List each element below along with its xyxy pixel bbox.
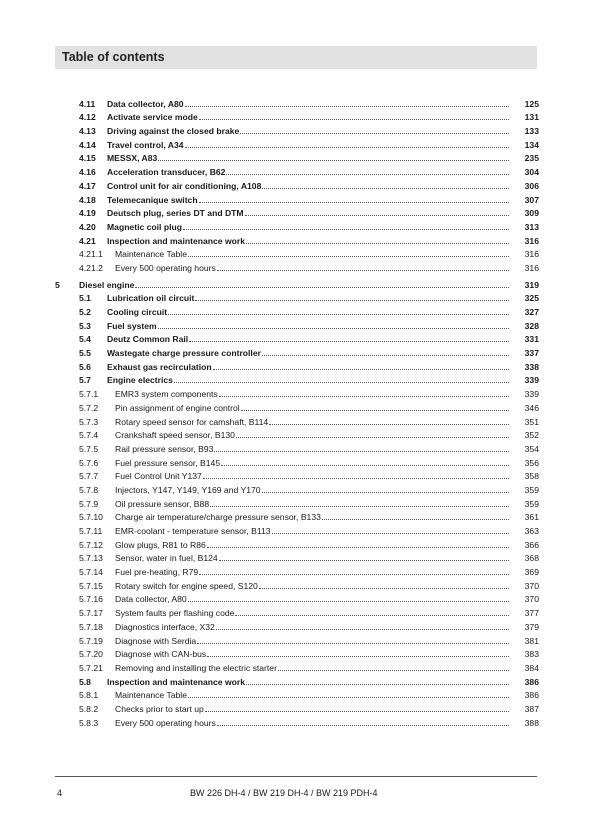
toc-entry-page: 316: [524, 235, 539, 246]
toc-entry[interactable]: [55, 481, 539, 495]
toc-dot-leader: [195, 300, 509, 301]
toc-entry-number: 4.12: [79, 112, 96, 123]
toc-dot-leader: [188, 697, 509, 698]
toc-dot-leader: [207, 547, 509, 548]
toc-entry-label: Every 500 operating hours: [115, 262, 216, 273]
toc-entry-page: 359: [524, 498, 539, 509]
toc-entry-number: 4.11: [79, 98, 96, 109]
toc-dot-leader: [158, 160, 509, 161]
toc-entry-label: Travel control, A34: [107, 139, 184, 150]
toc-entry-page: 131: [524, 112, 539, 123]
toc-dot-leader: [259, 588, 509, 589]
toc-dot-leader: [207, 656, 509, 657]
toc-entry-page: 235: [524, 153, 539, 164]
toc-entry-number: 5.8.1: [79, 690, 99, 701]
toc-dot-leader: [210, 506, 509, 507]
toc-entry-label: Engine electrics: [107, 375, 173, 386]
toc-entry-page: 316: [524, 262, 539, 273]
toc-entry-number: 5.7.4: [79, 430, 99, 441]
toc-entry[interactable]: [55, 495, 539, 509]
toc-entry[interactable]: [55, 659, 539, 673]
toc-entry-page: 339: [524, 375, 539, 386]
toc-entry-label: Driving against the closed brake: [107, 126, 240, 137]
toc-entry-label: Oil pressure sensor, B88: [115, 498, 210, 509]
toc-entry-label: Diagnose with Serdia: [115, 635, 197, 646]
toc-entry[interactable]: [55, 632, 539, 646]
toc-dot-leader: [246, 684, 509, 685]
toc-entry-number: 5.7.21: [79, 662, 103, 673]
toc-entry[interactable]: [55, 191, 539, 205]
toc-dot-leader: [216, 629, 509, 630]
toc-entry-number: 5.7.17: [79, 608, 103, 619]
toc-entry[interactable]: [55, 303, 539, 317]
toc-entry-page: 306: [524, 180, 539, 191]
toc-dot-leader: [217, 725, 509, 726]
toc-entry[interactable]: [55, 673, 539, 687]
toc-entry-label: Diagnostics interface, X32: [115, 621, 215, 632]
toc-entry[interactable]: [55, 714, 539, 728]
toc-dot-leader: [221, 465, 509, 466]
toc-entry-label: Maintenance Table: [115, 690, 187, 701]
toc-entry-page: 339: [524, 389, 539, 400]
toc-dot-leader: [189, 341, 509, 342]
toc-entry[interactable]: [55, 246, 539, 260]
toc-entry-label: Rotary switch for engine speed, S120: [115, 580, 258, 591]
footer-divider: [55, 776, 537, 777]
toc-entry-label: Every 500 operating hours: [115, 717, 216, 728]
toc-entry-page: 354: [524, 443, 539, 454]
toc-entry-number: 4.20: [79, 221, 96, 232]
toc-entry-number: 5.2: [79, 307, 91, 317]
toc-entry-page: 368: [524, 553, 539, 564]
toc-entry-label: Acceleration transducer, B62: [107, 167, 226, 178]
toc-entry-number: 5.7.16: [79, 594, 103, 605]
toc-entry-page: 366: [524, 539, 539, 550]
toc-entry-number: 5.7.7: [79, 471, 99, 482]
toc-entry-number: 5: [55, 279, 60, 290]
toc-entry-label: Maintenance Table: [115, 249, 187, 260]
toc-entry-label: Sensor, water in fuel, B124: [115, 553, 218, 564]
toc-dot-leader: [262, 355, 509, 356]
toc-dot-leader: [158, 328, 509, 329]
toc-entry-page: 309: [524, 208, 539, 219]
toc-entry-page: 379: [524, 621, 539, 632]
toc-entry[interactable]: [55, 317, 539, 331]
toc-entry-label: Fuel pre-heating, R79: [115, 567, 199, 578]
toc-entry[interactable]: [55, 700, 539, 714]
toc-entry-number: 4.13: [79, 126, 96, 137]
toc-entry-page: 381: [524, 635, 539, 646]
toc-entry-number: 5.7.12: [79, 539, 103, 550]
toc-dot-leader: [262, 492, 509, 493]
toc-entry-number: 5.8.2: [79, 703, 99, 714]
toc-entry[interactable]: [55, 331, 539, 345]
toc-dot-leader: [199, 202, 509, 203]
toc-entry-label: Fuel system: [107, 320, 157, 331]
toc-entry-label: MESSX, A83: [107, 153, 158, 164]
toc-entry[interactable]: [55, 205, 539, 219]
toc-entry-label: Telemecanique switch: [107, 194, 198, 205]
toc-entry[interactable]: [55, 618, 539, 632]
toc-entry-number: 5.7.18: [79, 621, 103, 632]
toc-entry-label: Pin assignment of engine control: [115, 402, 240, 413]
toc-entry-page: 377: [524, 608, 539, 619]
toc-entry-page: 356: [524, 457, 539, 468]
toc-entry[interactable]: [55, 509, 539, 523]
toc-entry-page: 313: [524, 221, 539, 232]
toc-entry-label: Fuel pressure sensor, B145: [115, 457, 221, 468]
toc-entry[interactable]: [55, 136, 539, 150]
footer-model-name: BW 226 DH-4 / BW 219 DH-4 / BW 219 PDH-4: [190, 788, 378, 798]
toc-entry-number: 5.7.15: [79, 580, 103, 591]
toc-entry-number: 4.14: [79, 139, 96, 150]
toc-entry[interactable]: [55, 646, 539, 660]
toc-entry-label: Wastegate charge pressure controller: [107, 348, 261, 359]
toc-dot-leader: [199, 574, 509, 575]
toc-entry-page: 346: [524, 402, 539, 413]
toc-entry[interactable]: [55, 109, 539, 123]
toc-entry-number: 5.7.10: [79, 512, 103, 523]
toc-dot-leader: [272, 533, 509, 534]
toc-entry-page: 363: [524, 526, 539, 536]
toc-entry[interactable]: [55, 344, 539, 358]
toc-entry-label: Data collector, A80: [107, 98, 184, 109]
toc-dot-leader: [262, 188, 509, 189]
toc-entry-page: 331: [524, 334, 539, 345]
toc-entry-page: 388: [524, 717, 539, 728]
toc-entry-label: Lubrication oil circuit: [107, 293, 195, 304]
toc-dot-leader: [135, 287, 509, 288]
toc-entry-number: 4.16: [79, 167, 96, 178]
page-title: Table of contents: [62, 50, 165, 64]
toc-entry[interactable]: [55, 163, 539, 177]
toc-entry-page: 370: [524, 580, 539, 591]
toc-entry-label: Charge air temperature/charge pressure sensor, B133: [115, 512, 321, 523]
toc-dot-leader: [269, 424, 509, 425]
toc-entry[interactable]: [55, 454, 539, 468]
toc-entry-label: Diagnose with CAN-bus: [115, 649, 207, 660]
toc-entry-label: Deutsch plug, series DT and DTM: [107, 208, 244, 219]
footer-page-number: 4: [57, 788, 63, 798]
toc-dot-leader: [241, 410, 509, 411]
toc-entry[interactable]: [55, 687, 539, 701]
toc-entry-number: 5.7.1: [79, 389, 99, 400]
toc-entry[interactable]: [55, 259, 539, 273]
toc-entry[interactable]: [55, 563, 539, 577]
toc-dot-leader: [183, 229, 509, 230]
toc-entry[interactable]: [55, 150, 539, 164]
toc-entry[interactable]: [55, 399, 539, 413]
toc-entry[interactable]: [55, 358, 539, 372]
toc-entry[interactable]: [55, 177, 539, 191]
toc-dot-leader: [205, 711, 509, 712]
toc-entry-page: 307: [524, 194, 539, 205]
toc-entry-label: Deutz Common Rail: [107, 334, 189, 345]
toc-entry-number: 5.7.11: [79, 526, 103, 536]
toc-dot-leader: [168, 314, 509, 315]
toc-dot-leader: [185, 147, 509, 148]
toc-entry-number: 5.7: [79, 375, 91, 386]
toc-entry[interactable]: [55, 290, 539, 304]
toc-entry[interactable]: [55, 440, 539, 454]
toc-entry-number: 5.7.3: [79, 416, 99, 427]
toc-entry-label: Inspection and maintenance work: [107, 235, 246, 246]
toc-dot-leader: [240, 133, 509, 134]
toc-entry-label: Activate service mode: [107, 112, 198, 123]
toc-entry[interactable]: [55, 372, 539, 386]
toc-entry-label: System faults per flashing code: [115, 608, 235, 619]
toc-dot-leader: [188, 256, 509, 257]
toc-entry[interactable]: [55, 427, 539, 441]
toc-entry-label: Cooling circuit: [107, 307, 168, 317]
toc-entry-page: 359: [524, 484, 539, 495]
toc-entry[interactable]: [55, 122, 539, 136]
toc-dot-leader: [219, 396, 509, 397]
toc-entry[interactable]: [55, 385, 539, 399]
toc-entry[interactable]: [55, 591, 539, 605]
toc-entry-label: Fuel Control Unit Y137: [115, 471, 202, 482]
toc-entry-number: 5.5: [79, 348, 91, 359]
toc-entry-number: 4.15: [79, 153, 96, 164]
toc-entry-page: 125: [524, 98, 539, 109]
table-of-contents: [55, 95, 539, 728]
toc-entry-page: 338: [524, 361, 539, 372]
toc-dot-leader: [185, 106, 509, 107]
toc-dot-leader: [217, 270, 509, 271]
toc-dot-leader: [245, 215, 509, 216]
toc-entry-page: 134: [524, 139, 539, 150]
toc-entry-number: 5.7.14: [79, 567, 103, 578]
toc-entry-number: 5.7.19: [79, 635, 103, 646]
toc-dot-leader: [219, 560, 509, 561]
toc-entry-page: 387: [524, 703, 539, 714]
toc-entry-number: 5.7.9: [79, 498, 99, 509]
toc-entry-label: Injectors, Y147, Y149, Y169 and Y170: [115, 484, 261, 495]
toc-entry-number: 4.17: [79, 180, 96, 191]
toc-entry[interactable]: [55, 276, 539, 290]
toc-entry[interactable]: [55, 604, 539, 618]
toc-entry-label: Glow plugs, R81 to R86: [115, 539, 206, 550]
toc-entry-page: 327: [524, 307, 539, 317]
toc-entry-page: 328: [524, 320, 539, 331]
toc-dot-leader: [174, 382, 509, 383]
toc-entry[interactable]: [55, 95, 539, 109]
toc-entry-label: Crankshaft speed sensor, B130: [115, 430, 235, 441]
toc-entry[interactable]: [55, 550, 539, 564]
toc-entry-number: 5.7.2: [79, 402, 99, 413]
toc-entry-number: 5.8: [79, 676, 91, 687]
toc-entry-number: 5.7.5: [79, 443, 99, 454]
toc-entry[interactable]: [55, 522, 539, 536]
toc-entry[interactable]: [55, 536, 539, 550]
toc-dot-leader: [188, 601, 509, 602]
toc-entry-page: 369: [524, 567, 539, 578]
toc-entry-page: 325: [524, 293, 539, 304]
toc-dot-leader: [214, 451, 509, 452]
toc-entry-number: 5.6: [79, 361, 91, 372]
toc-entry-number: 5.7.13: [79, 553, 103, 564]
toc-entry-page: 133: [524, 126, 539, 137]
toc-dot-leader: [322, 519, 509, 520]
toc-entry-page: 386: [524, 690, 539, 701]
toc-entry-page: 361: [524, 512, 539, 523]
toc-entry-number: 4.21: [79, 235, 96, 246]
toc-entry-page: 358: [524, 471, 539, 482]
toc-entry-page: 316: [524, 249, 539, 260]
toc-entry-label: Magnetic coil plug: [107, 221, 182, 232]
toc-entry-label: EMR3 system components: [115, 389, 218, 400]
toc-entry-page: 384: [524, 662, 539, 673]
toc-dot-leader: [235, 615, 509, 616]
toc-entry-page: 370: [524, 594, 539, 605]
toc-entry-label: Removing and installing the electric starter: [115, 662, 277, 673]
toc-entry-number: 5.7.6: [79, 457, 99, 468]
section-header-bar: [55, 46, 537, 69]
toc-entry[interactable]: [55, 218, 539, 232]
toc-entry-number: 5.3: [79, 320, 91, 331]
toc-entry[interactable]: [55, 577, 539, 591]
toc-entry-page: 351: [524, 416, 539, 427]
toc-entry-label: Control unit for air conditioning, A108: [107, 180, 262, 191]
toc-dot-leader: [213, 369, 509, 370]
toc-dot-leader: [278, 670, 509, 671]
toc-entry-number: 5.7.8: [79, 484, 99, 495]
toc-entry-number: 4.18: [79, 194, 96, 205]
toc-entry-label: Checks prior to start up: [115, 703, 204, 714]
toc-dot-leader: [203, 478, 509, 479]
toc-entry-page: 383: [524, 649, 539, 660]
toc-dot-leader: [246, 243, 509, 244]
toc-entry-number: 5.1: [79, 293, 91, 304]
toc-entry-page: 386: [524, 676, 539, 687]
toc-entry[interactable]: [55, 232, 539, 246]
toc-entry-page: 337: [524, 348, 539, 359]
toc-entry-number: 4.21.2: [79, 262, 103, 273]
toc-dot-leader: [226, 174, 509, 175]
toc-dot-leader: [236, 437, 509, 438]
toc-entry-number: 4.21.1: [79, 249, 103, 260]
toc-entry-number: 5.4: [79, 334, 91, 345]
toc-entry-label: Diesel engine: [79, 279, 135, 290]
toc-entry-label: EMR-coolant - temperature sensor, B113: [115, 526, 271, 536]
toc-dot-leader: [199, 119, 509, 120]
toc-entry-page: 319: [524, 279, 539, 290]
toc-dot-leader: [197, 643, 509, 644]
toc-entry-label: Exhaust gas recirculation: [107, 361, 212, 372]
toc-entry[interactable]: [55, 468, 539, 482]
toc-entry[interactable]: [55, 413, 539, 427]
toc-entry-number: 5.7.20: [79, 649, 103, 660]
toc-entry-number: 5.8.3: [79, 717, 99, 728]
toc-entry-label: Rotary speed sensor for camshaft, B114: [115, 416, 269, 427]
toc-entry-page: 352: [524, 430, 539, 441]
toc-entry-number: 4.19: [79, 208, 96, 219]
toc-entry-page: 304: [524, 167, 539, 178]
toc-entry-label: Rail pressure sensor, B93: [115, 443, 214, 454]
toc-entry-label: Data collector, A80: [115, 594, 187, 605]
toc-entry-label: Inspection and maintenance work: [107, 676, 246, 687]
